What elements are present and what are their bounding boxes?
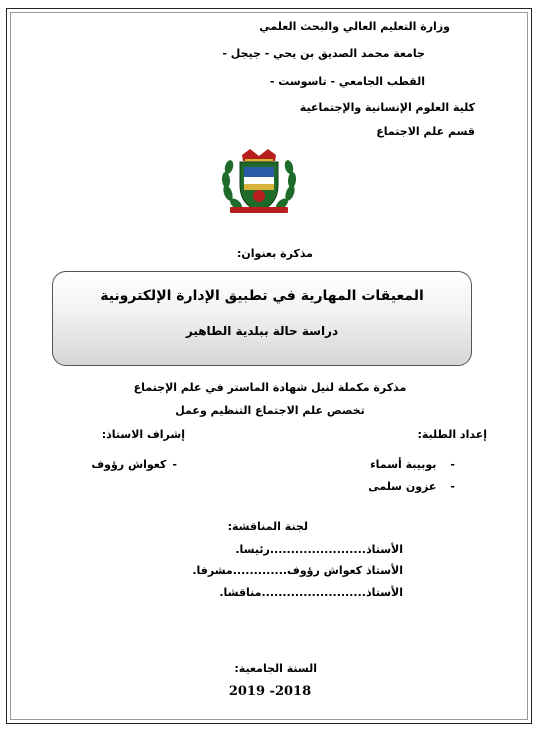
committee-row-examiner: الأستاذ.........................مناقشا. bbox=[219, 586, 403, 599]
campus-line: القطب الجامعي - تاسوست - bbox=[269, 75, 425, 88]
faculty-line: كلية العلوم الإنسانية والإجتماعية bbox=[299, 101, 475, 114]
department-line: قسم علم الاجتماع bbox=[376, 125, 475, 138]
university-line: جامعة محمد الصديق بن يحي - جيجل - bbox=[222, 47, 425, 60]
degree-line-2: تخصص علم الاجتماع التنظيم وعمل bbox=[175, 404, 365, 417]
memo-label: مذكرة بعنوان: bbox=[236, 247, 313, 260]
ribbon-icon bbox=[230, 207, 288, 213]
student-name-2: -عزون سلمى bbox=[368, 480, 455, 493]
memo-title: المعيقات المهارية في تطبيق الإدارة الإلكترونية bbox=[100, 288, 424, 304]
committee-row-supervisor: الأستاذ كعواش رؤوف.............مشرفا. bbox=[192, 564, 403, 577]
academic-year-label: السنة الجامعية: bbox=[234, 662, 317, 675]
supervisor-name: -كعواش رؤوف bbox=[91, 458, 177, 471]
academic-year-value: 2018- 2019 bbox=[228, 684, 312, 699]
supervisor-label: إشراف الاستاذ: bbox=[101, 428, 185, 441]
students-label: إعداد الطلبة: bbox=[417, 428, 487, 441]
student-name-1: -بوبيبة أسماء bbox=[370, 458, 455, 471]
title-box bbox=[52, 271, 472, 366]
memo-subtitle: دراسة حالة ببلدية الطاهير bbox=[185, 324, 339, 338]
committee-row-president: الأستاذ.......................رئيسا. bbox=[235, 543, 403, 556]
committee-label: لجنة المناقشة: bbox=[227, 520, 308, 533]
degree-line-1: مذكرة مكملة لنيل شهادة الماستر في علم الإجتماع bbox=[133, 381, 407, 394]
university-logo bbox=[220, 147, 298, 215]
ministry-line: وزارة التعليم العالي والبحث العلمي bbox=[259, 20, 450, 33]
page-border-inner bbox=[10, 12, 528, 720]
